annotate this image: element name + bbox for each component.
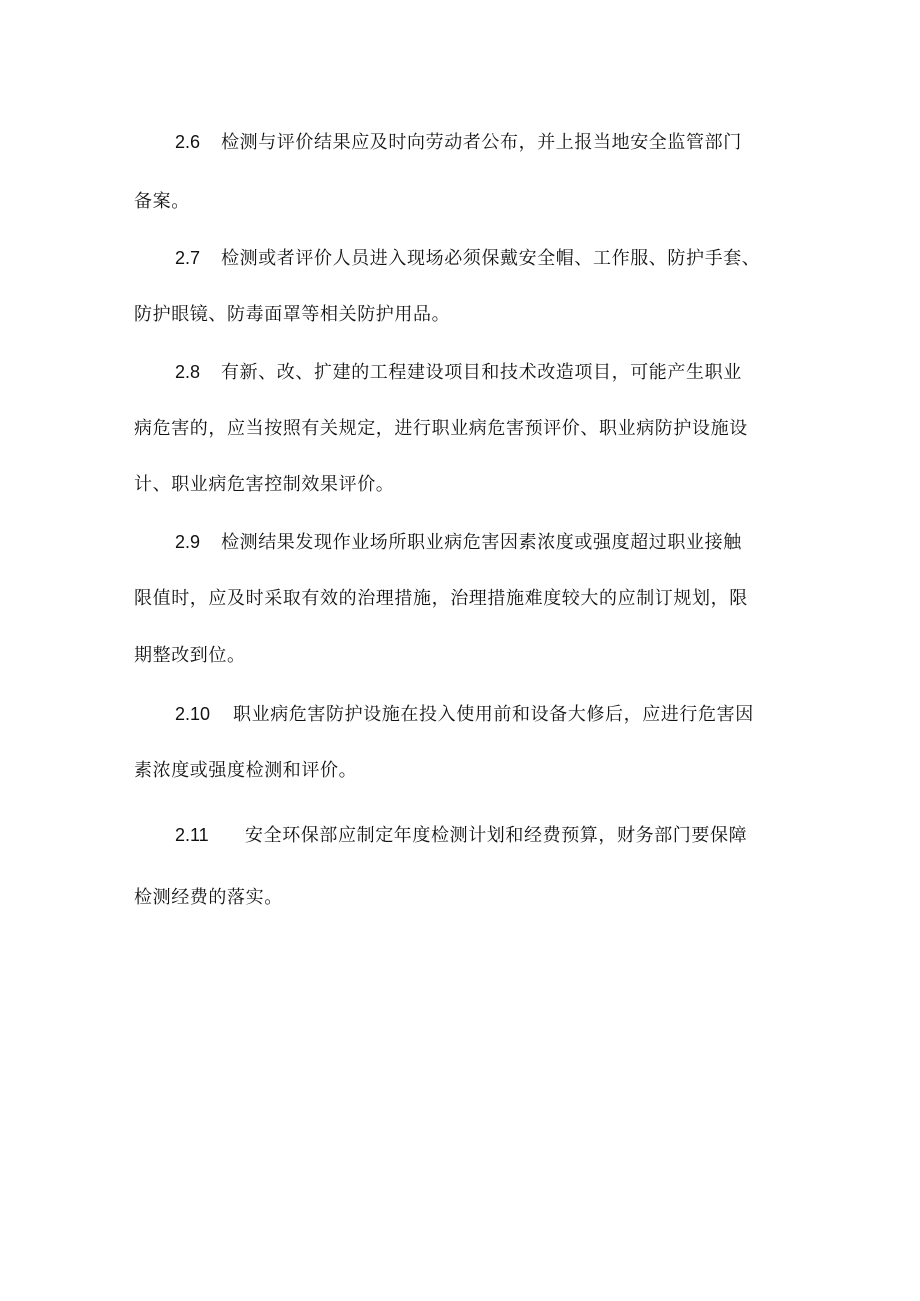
clause-continuation-line [134, 886, 283, 910]
clause-text: 检测与评价结果应及时向劳动者公布，并上报当地安全监管部门 [221, 132, 742, 153]
clause-first-line [175, 530, 742, 555]
clause-text: 备案。 [134, 191, 190, 212]
clause-text: 有新、改、扩建的工程建设项目和技术改造项目，可能产生职业 [221, 362, 742, 383]
clause-text: 职业病危害防护设施在投入使用前和设备大修后，应进行危害因 [233, 704, 754, 725]
clause-first-line [175, 823, 747, 848]
clause-number: 2.6 [175, 132, 201, 152]
clause-text: 期整改到位。 [134, 645, 246, 666]
clause-number: 2.11 [175, 825, 209, 845]
clause-continuation-line [134, 759, 357, 783]
clause-text: 素浓度或强度检测和评价。 [134, 760, 358, 781]
clause-continuation-line [134, 587, 748, 611]
clause-continuation-line [134, 473, 394, 497]
clause-text: 防护眼镜、防毒面罩等相关防护用品。 [134, 304, 451, 325]
clause-text: 检测或者评价人员进入现场必须保戴安全帽、工作服、防护手套、 [221, 248, 761, 269]
clause-continuation-line [134, 190, 190, 214]
clause-text: 安全环保部应制定年度检测计划和经费预算，财务部门要保障 [245, 825, 748, 846]
clause-first-line [175, 246, 760, 271]
clause-continuation-line [134, 303, 450, 327]
clause-text: 病危害的，应当按照有关规定，进行职业病危害预评价、职业病防护设施设 [134, 418, 748, 439]
clause-first-line [175, 130, 742, 155]
clause-number: 2.10 [175, 704, 211, 724]
clause-first-line [175, 702, 754, 727]
clause-number: 2.9 [175, 532, 201, 552]
clause-continuation-line [134, 644, 246, 668]
clause-text: 检测经费的落实。 [134, 887, 283, 908]
clause-text: 计、职业病危害控制效果评价。 [134, 474, 395, 495]
clause-text: 检测结果发现作业场所职业病危害因素浓度或强度超过职业接触 [221, 532, 742, 553]
clause-number: 2.8 [175, 362, 201, 382]
clause-continuation-line [134, 417, 748, 441]
clause-first-line [175, 360, 742, 385]
clause-text: 限值时，应及时采取有效的治理措施，治理措施难度较大的应制订规划，限 [134, 588, 748, 609]
clause-number: 2.7 [175, 248, 201, 268]
